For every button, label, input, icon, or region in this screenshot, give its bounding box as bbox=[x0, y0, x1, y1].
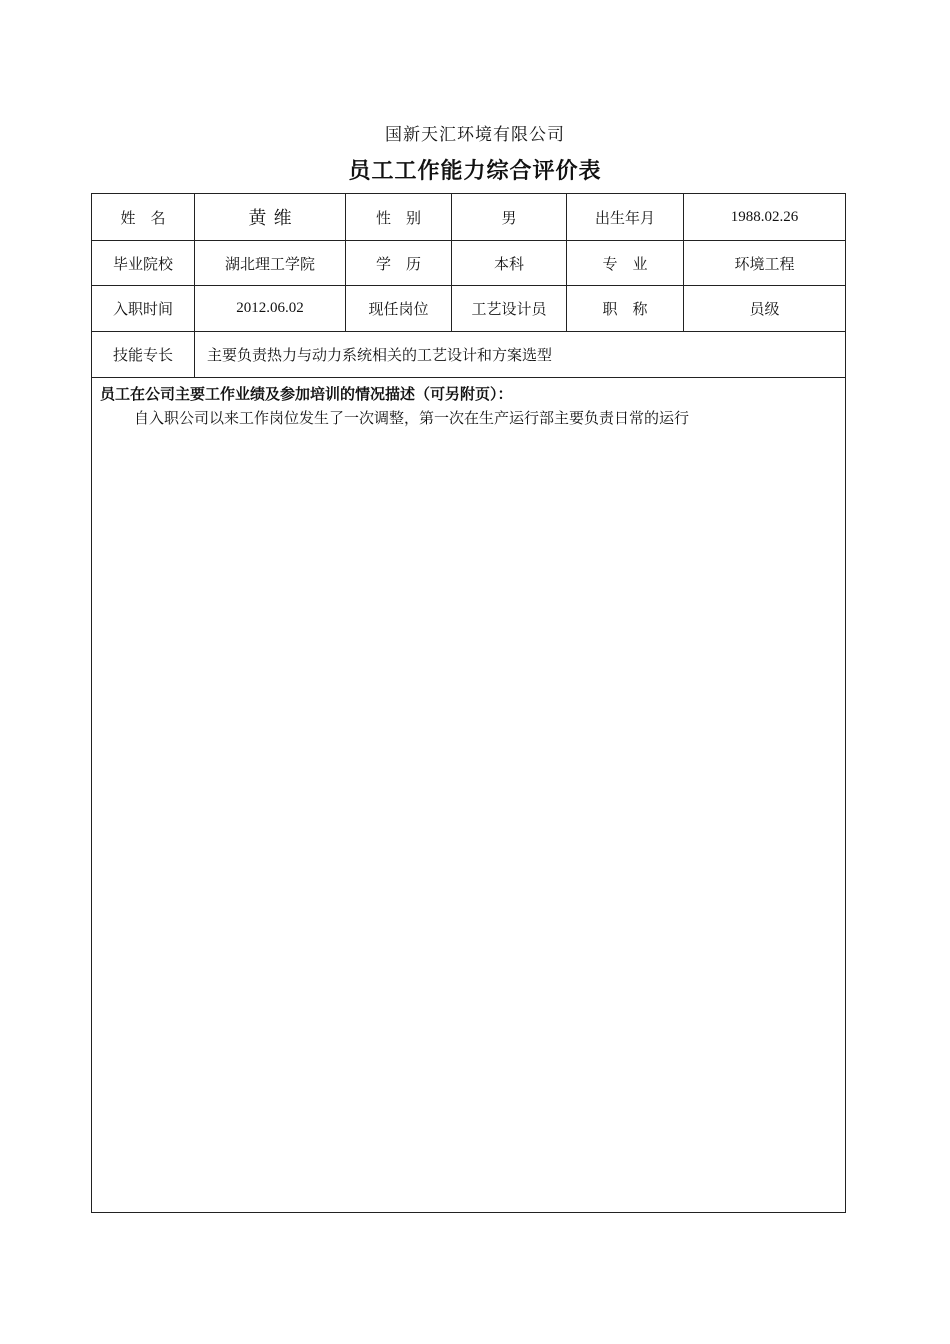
form-row-skills bbox=[92, 332, 845, 378]
form-row-basic bbox=[92, 194, 845, 241]
skill-value: 主要负责热力与动力系统相关的工艺设计和方案选型 bbox=[207, 346, 553, 364]
major-label: 专 业 bbox=[567, 241, 684, 285]
gender-value: 男 bbox=[452, 194, 567, 240]
job-title-value: 员级 bbox=[749, 300, 780, 318]
description-heading: 员工在公司主要工作业绩及参加培训的情况描述（可另附页）： bbox=[100, 385, 513, 403]
major-value: 环境工程 bbox=[734, 254, 795, 273]
name-label: 姓 名 bbox=[92, 194, 195, 240]
gender-label: 性 别 bbox=[346, 194, 452, 240]
position-label: 现任岗位 bbox=[346, 286, 452, 331]
form-row-education bbox=[92, 241, 845, 286]
form-title: 员工工作能力综合评价表 bbox=[348, 159, 602, 184]
school-value: 湖北理工学院 bbox=[195, 241, 346, 285]
birth-label: 出生年月 bbox=[567, 194, 684, 240]
company-name: 国新天汇环境有限公司 bbox=[385, 125, 565, 145]
degree-value: 本科 bbox=[452, 241, 567, 285]
hire-date-value: 2012.06.02 bbox=[195, 286, 346, 331]
hire-date-label: 入职时间 bbox=[92, 286, 195, 331]
birth-value: 1988.02.26 bbox=[730, 208, 799, 225]
degree-label: 学 历 bbox=[346, 241, 452, 285]
form-row-employment bbox=[92, 286, 845, 332]
name-value: 黄维 bbox=[195, 194, 346, 240]
job-title-label: 职 称 bbox=[567, 286, 684, 331]
evaluation-form bbox=[91, 193, 846, 1213]
skill-label: 技能专长 bbox=[92, 332, 195, 377]
school-label: 毕业院校 bbox=[92, 241, 195, 285]
description-text: 自入职公司以来工作岗位发生了一次调整，第一次在生产运行部主要负责日常的运行 bbox=[134, 409, 690, 427]
position-value: 工艺设计员 bbox=[452, 286, 567, 331]
